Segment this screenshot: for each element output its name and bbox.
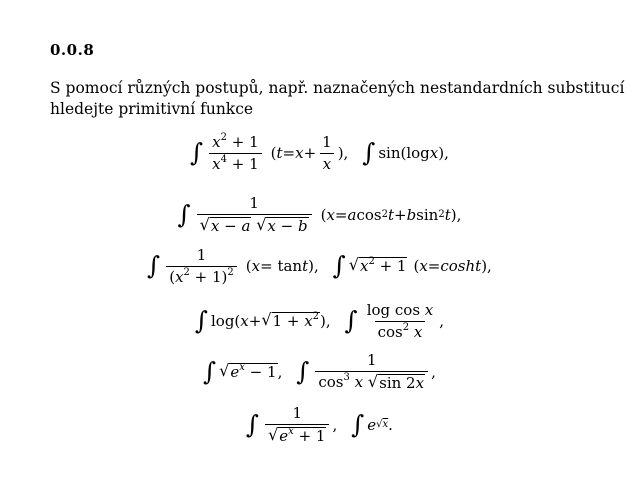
section-number: 0.0.8 xyxy=(50,41,95,59)
formula-row-1: ∫ $\frac{x^2 + 1}{x^4 + 1}$ ( t = x + $\frac{1}{x}$ ), ∫ sin(log x ), xyxy=(190,132,449,173)
formula-row-3: ∫ $\frac{1}{(x^2 + 1)^2}$ ( x = tan t ), ∫ √ $x^2 + 1$ ( x = cosht ), xyxy=(147,246,492,286)
intro-line-1: S pomocí různých postupů, např. naznačených nestandardních substitucí xyxy=(50,79,625,97)
intro-paragraph xyxy=(50,78,625,120)
intro-line-2: hledejte primitivní funkce xyxy=(50,100,254,118)
formula-row-4: ∫ log( x + √ $1 + x^2$ ), ∫ $\frac{\text{log cos x}}{\cos^2 x}$ , xyxy=(194,301,445,341)
formula-row-5: ∫ √ $e^x - 1$ , ∫ 1 $\cos^3 x$ √ sin 2x , xyxy=(203,351,436,392)
formula-row-6: ∫ 1 √ $e^x + 1$ , ∫ e √x . xyxy=(246,404,393,445)
formula-row-2: ∫ 1 √ x − a √ x − b ( x = a cos 2 t + b sin 2 t ), xyxy=(177,194,462,235)
